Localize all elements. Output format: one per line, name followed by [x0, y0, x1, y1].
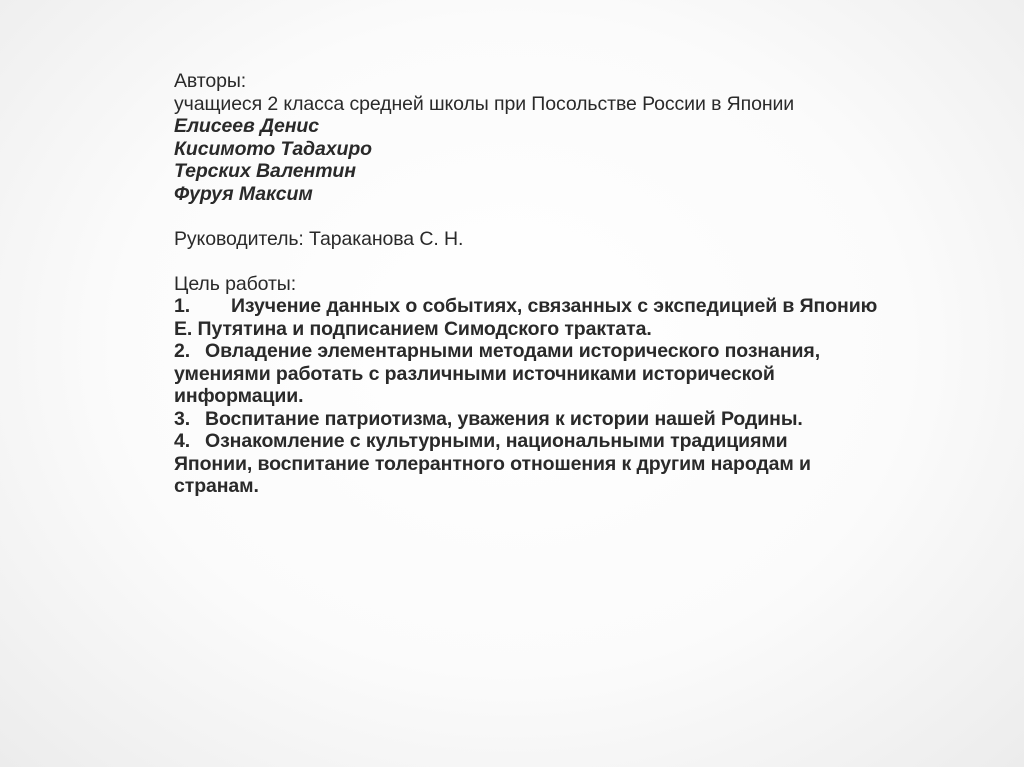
goal-item-2-cont	[174, 363, 954, 386]
goal-item-2	[174, 340, 954, 363]
goal-text: Овладение элементарными методами исторического познания,	[205, 340, 821, 362]
goal-text: Е. Путятина и подписанием Симодского трактата.	[174, 317, 652, 340]
goal-item-3	[174, 408, 954, 431]
goal-text: Изучение данных о событиях, связанных с экспедицией в Японию	[231, 295, 878, 317]
author-name: Елисеев Денис	[174, 115, 319, 137]
goal-item-4-cont	[174, 475, 954, 498]
supervisor-line: Руководитель: Тараканова С. Н.	[174, 227, 464, 250]
goal-number: 2.	[174, 340, 191, 362]
authors-heading: Авторы:	[174, 70, 247, 92]
authors-description: учащиеся 2 класса средней школы при Посольстве России в Японии	[174, 92, 795, 115]
goal-number: 1.	[174, 295, 191, 317]
goal-item-1-cont	[174, 318, 954, 341]
goal-text: умениями работать с различными источниками исторической	[174, 362, 775, 385]
author-name: Терских Валентин	[174, 160, 356, 182]
author-name: Кисимото Тадахиро	[174, 137, 372, 160]
goal-text: информации.	[174, 385, 304, 407]
goal-item-4	[174, 430, 954, 453]
slide-content	[174, 70, 954, 498]
goals-heading: Цель работы:	[174, 272, 297, 295]
goal-text: Японии, воспитание толерантного отношения к другим народам и	[174, 452, 811, 475]
spacer	[174, 250, 954, 273]
goal-item-4-cont	[174, 453, 954, 476]
goals-list	[174, 295, 954, 498]
goal-item-2-cont	[174, 385, 954, 408]
author-name: Фуруя Максим	[174, 182, 313, 205]
goal-text: Ознакомление с культурными, национальными традициями	[205, 430, 788, 452]
goal-number: 4.	[174, 430, 191, 452]
goal-text: Воспитание патриотизма, уважения к истории нашей Родины.	[205, 407, 803, 430]
goal-number: 3.	[174, 407, 191, 430]
spacer	[174, 205, 954, 228]
goal-text: странам.	[174, 475, 259, 497]
goal-item-1	[174, 295, 954, 318]
